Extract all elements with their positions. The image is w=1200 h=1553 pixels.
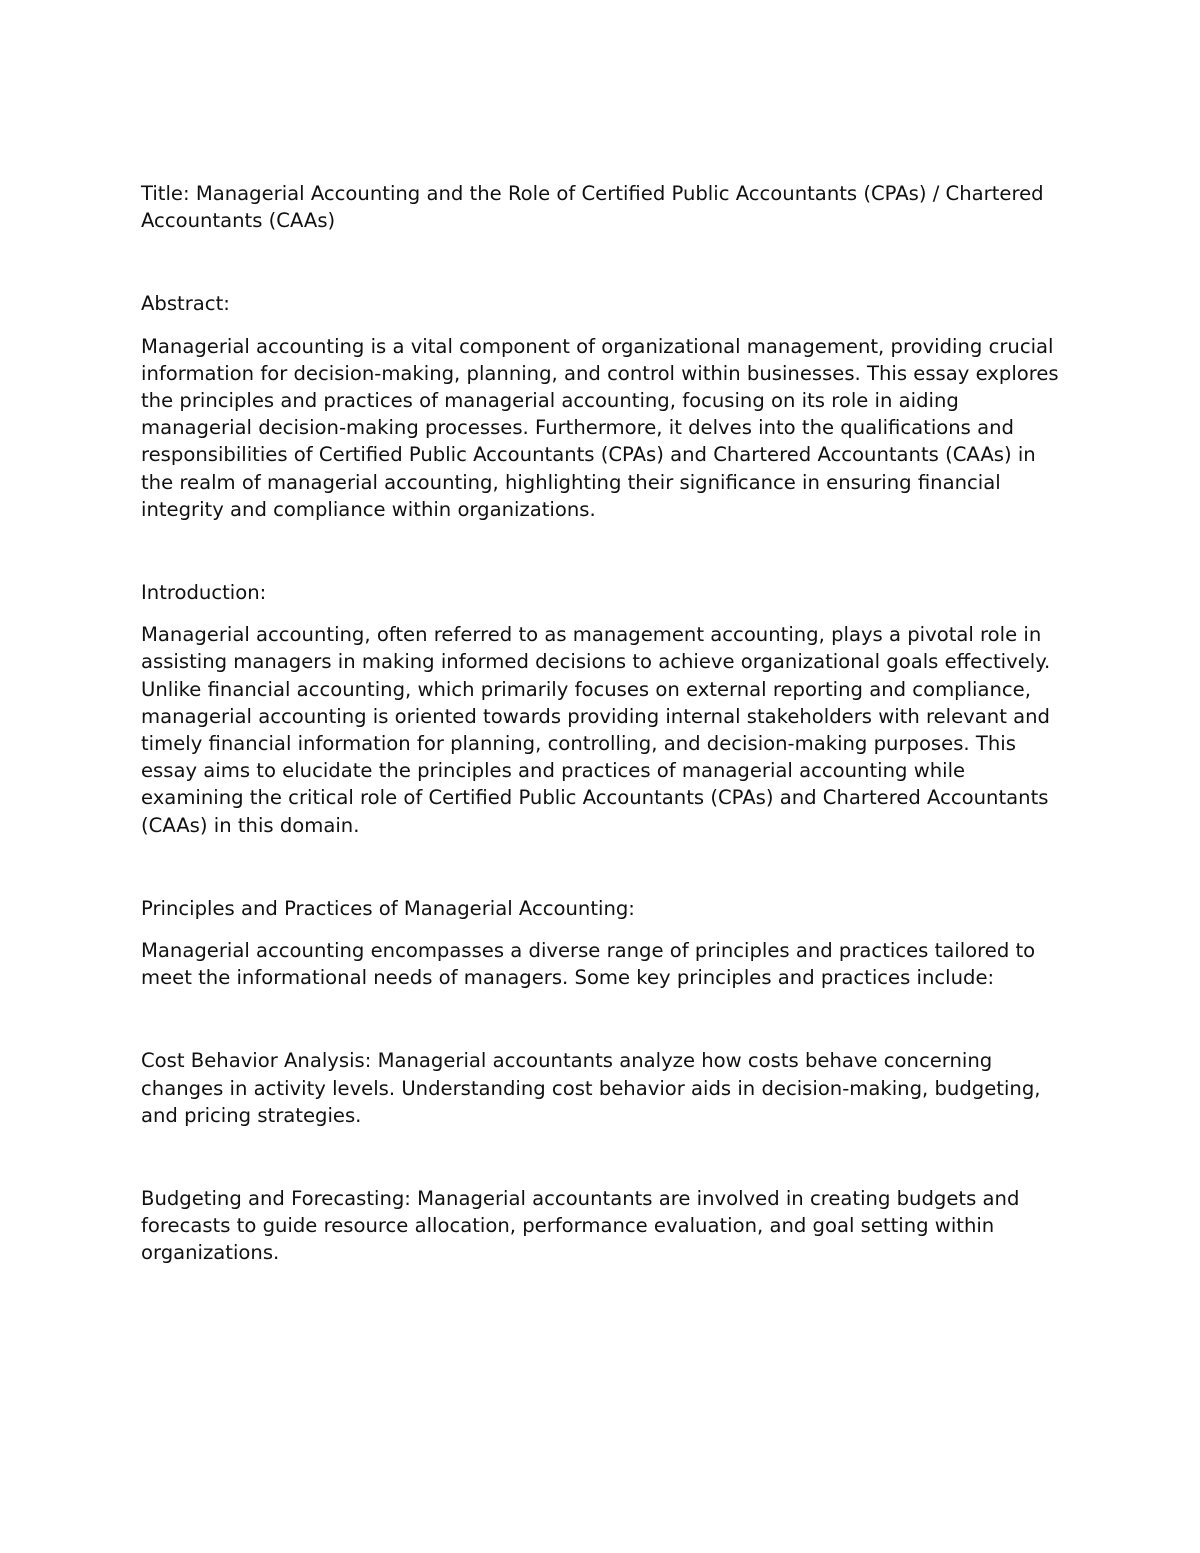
abstract-paragraph: Managerial accounting is a vital component of organizational management, providing crucial information for decision-making, planning, and control within businesses. This essay explores the principles and practices of managerial accounting, focusing on its role in aiding managerial decision-making processes. Furthermore, it delves into the qualifications and responsibilities of Certified Public Accountants (CPAs) and Chartered Accountants (CAAs) in the realm of managerial accounting, highlighting their significance in ensuring financial integrity and compliance within organizations. [141, 334, 1059, 521]
document-content [141, 180, 1066, 1267]
principles-paragraph: Managerial accounting encompasses a diverse range of principles and practices tailored to meet the informational needs of managers. Some key principles and practices include: [141, 939, 1036, 990]
principles-heading: Principles and Practices of Managerial Accounting: [141, 896, 635, 920]
list-item-budgeting: Budgeting and Forecasting: Managerial accountants are involved in creating budgets and forecasts to guide resource allocation, performance evaluation, and goal setting within organizations. [141, 1187, 1020, 1265]
document-title: Title: Managerial Accounting and the Role of Certified Public Accountants (CPAs) / Chartered Accountants (CAAs) [141, 182, 1044, 233]
abstract-heading: Abstract: [141, 292, 230, 316]
introduction-paragraph: Managerial accounting, often referred to as management accounting, plays a pivotal role in assisting managers in making informed decisions to achieve organizational goals effectively. Unlike financial accounting, which primarily focuses on external reporting and compliance, managerial accounting is oriented towards providing internal stakeholders with relevant and timely financial information for planning, controlling, and decision-making purposes. This essay aims to elucidate the principles and practices of managerial accounting while examining the critical role of Certified Public Accountants (CPAs) and Chartered Accountants (CAAs) in this domain. [141, 623, 1051, 837]
introduction-heading: Introduction: [141, 581, 267, 605]
list-item-cost-behavior: Cost Behavior Analysis: Managerial accountants analyze how costs behave concerning changes in activity levels. Understanding cost behavior aids in decision-making, budgeting, and pricing strategies. [141, 1049, 1041, 1127]
